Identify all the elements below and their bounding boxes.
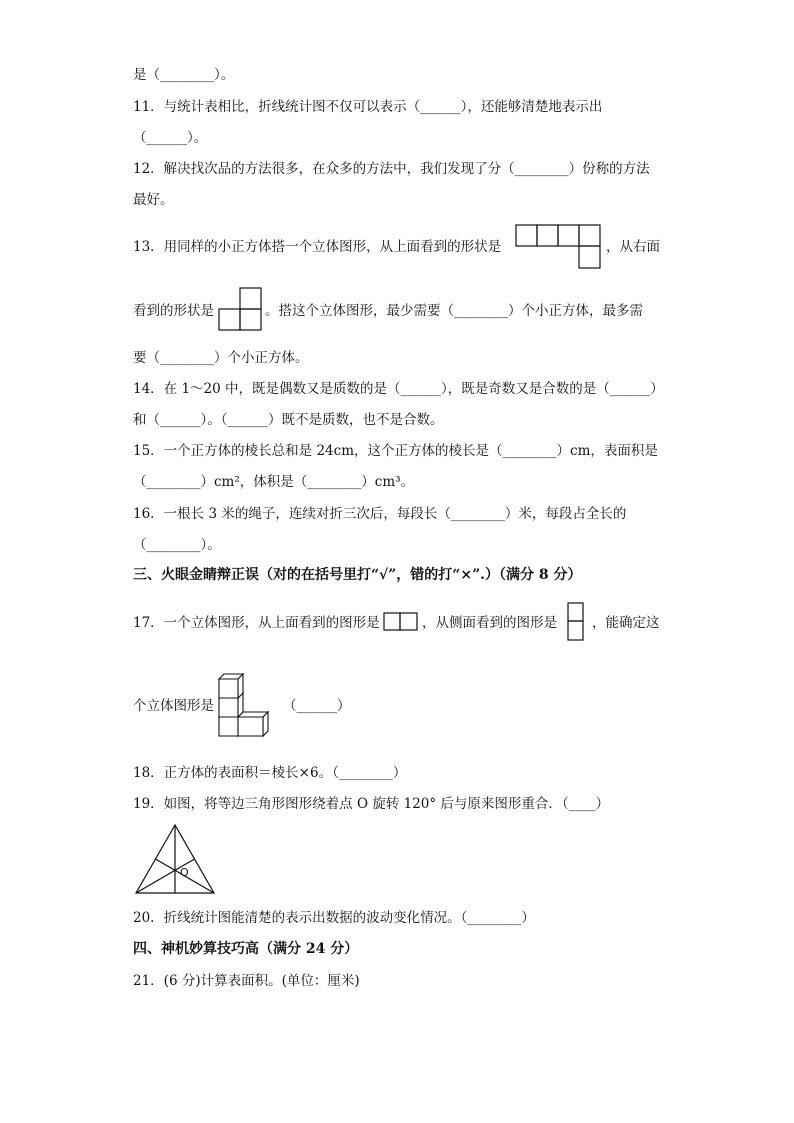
l6b: 。搭这个立体图形，最少需要（________）个小正方体，最多需: [265, 303, 643, 319]
cube-stack-figure-q17: [218, 668, 272, 740]
l12: 16．一根长 3 米的绳子，连续对折三次后，每段长（________）米，每段占全长的: [133, 506, 627, 522]
l15b: （______）: [283, 698, 351, 714]
l5a: 13．用同样的小正方体搭一个立体图形，从上面看到的形状是: [133, 239, 502, 255]
l6a: 看到的形状是: [133, 303, 214, 319]
l2: （______）。: [133, 130, 208, 146]
side-view-figure-q17: [567, 602, 585, 642]
l14a: 17．一个立体图形，从上面看到的图形是: [133, 615, 380, 631]
l7: 要（________）个小正方体。: [133, 350, 309, 366]
l17: 19．如图，将等边三角形图形绕着点 O 旋转 120° 后与原来图形重合．（____）: [133, 796, 610, 812]
right-view-figure-q13: [218, 287, 263, 331]
section-3-heading: 三、火眼金睛辩正误（对的在括号里打“√”，错的打“×”.）（满分 8 分）: [133, 567, 582, 583]
l0: 是（________）。: [133, 67, 235, 83]
l10: 15．一个正方体的棱长总和是 24cm，这个正方体的棱长是（________）cm，表面积是: [133, 443, 658, 459]
l3: 12．解决找次品的方法很多，在众多的方法中，我们发现了分（________）份称的方法: [133, 161, 650, 177]
equilateral-triangle-figure-q19: [133, 822, 217, 896]
top-view-figure-q13: [515, 224, 603, 270]
l5b: ，从右面: [606, 239, 660, 255]
l16: 18．正方体的表面积＝棱长×6。（________）: [133, 765, 407, 781]
l11: （________）cm²，体积是（________）cm³。: [133, 474, 415, 490]
l1: 11．与统计表相比，折线统计图不仅可以表示（______），还能够清楚地表示出: [133, 99, 603, 115]
l15a: 个立体图形是: [133, 698, 214, 714]
l13: （________）。: [133, 537, 221, 553]
top-view-figure-q17: [383, 612, 419, 632]
l18: 20．折线统计图能清楚的表示出数据的波动变化情况。（________）: [133, 910, 535, 926]
l9: 和（______）。（______）既不是质数，也不是合数。: [133, 412, 444, 428]
triangle-point-label: O: [180, 866, 189, 879]
l8: 14．在 1～20 中，既是偶数又是质数的是（______），既是奇数又是合数的是（______）: [133, 381, 664, 397]
l14b: ，从侧面看到的图形是: [422, 615, 557, 631]
l14c: ，能确定这: [592, 615, 660, 631]
l19: 21．(6 分)计算表面积。(单位：厘米): [133, 973, 360, 989]
section-4-heading: 四、神机妙算技巧高（满分 24 分）: [133, 941, 359, 957]
l4: 最好。: [133, 192, 174, 208]
